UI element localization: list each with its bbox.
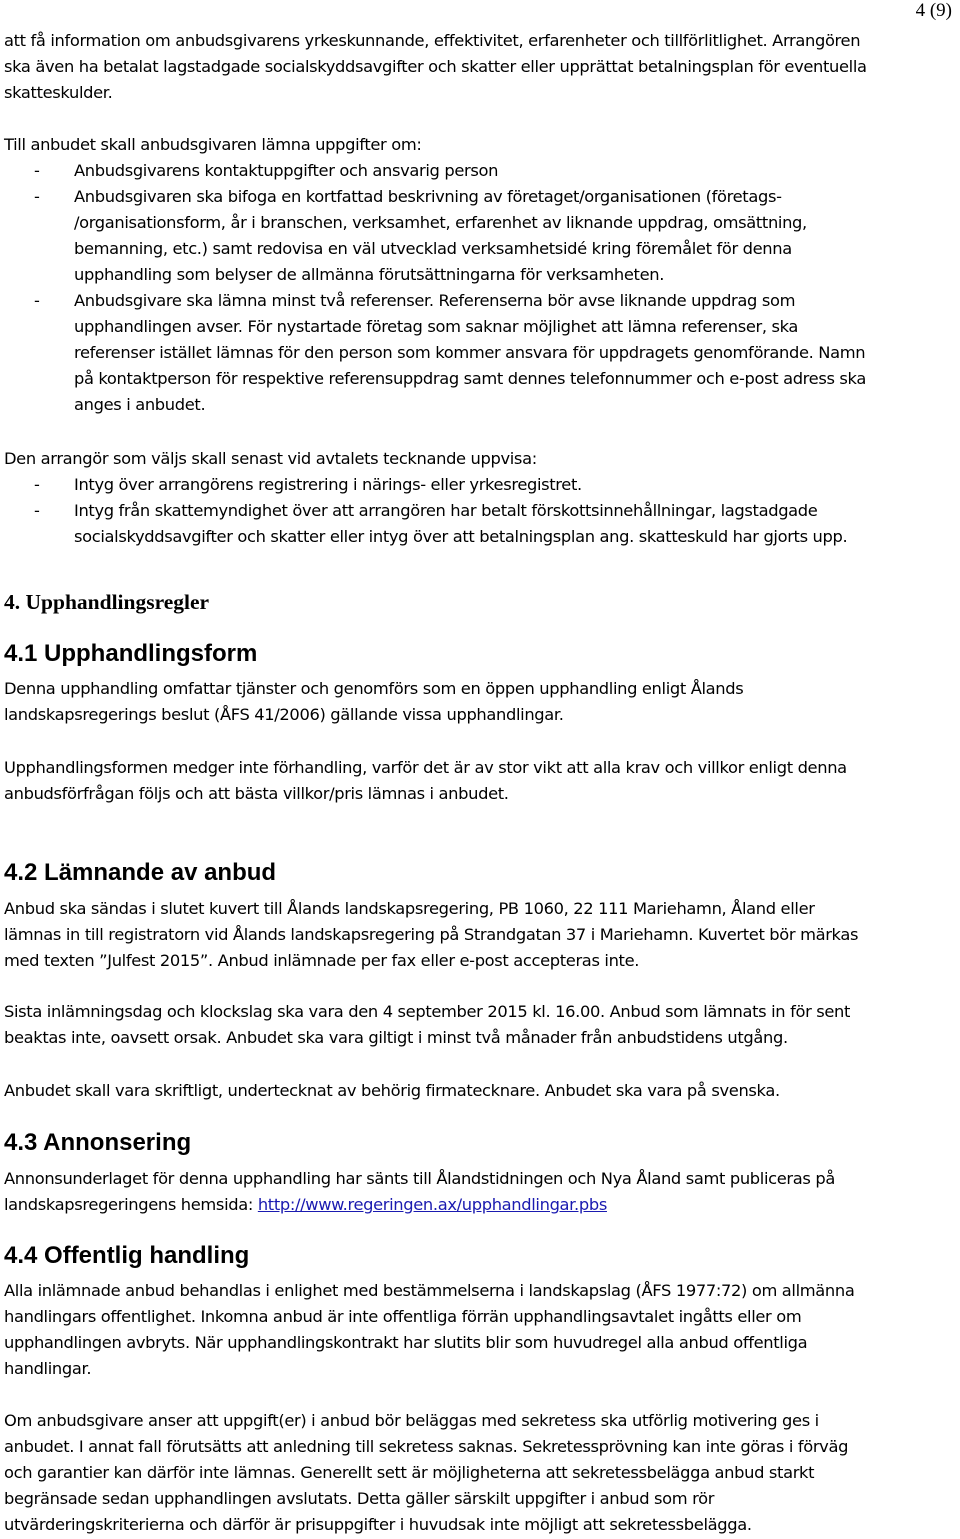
text-line: anbudsförfrågan följs och att bästa villkor/pris lämnas i anbudet. — [4, 784, 509, 803]
text-line: skatteskulder. — [4, 83, 113, 102]
text-line: Om anbudsgivare anser att uppgift(er) i anbud bör beläggas med sekretess ska utförlig motivering ges i — [4, 1411, 819, 1430]
text-line: handlingars offentlighet. Inkomna anbud är inte offentliga förrän upphandlingsavtalet ingåtts eller om — [4, 1307, 802, 1326]
paragraph — [4, 1166, 954, 1218]
paragraph — [4, 1078, 954, 1104]
paragraph — [4, 896, 954, 974]
list-dash: - — [34, 501, 40, 520]
text-line: Anbudsgivare ska lämna minst två referenser. Referenserna bör avse liknande uppdrag som — [74, 291, 796, 310]
text-line: Anbudsgivaren ska bifoga en kortfattad beskrivning av företaget/organisationen (företags- — [74, 187, 782, 206]
text-line: Sista inlämningsdag och klockslag ska vara den 4 september 2015 kl. 16.00. Anbud som lämnats in för sent — [4, 1002, 851, 1021]
list-item — [4, 288, 954, 418]
website-link[interactable]: http://www.regeringen.ax/upphandlingar.pbs — [257, 1195, 607, 1214]
text-line: upphandlingen avbryts. När upphandlingskontrakt har slutits blir som huvudregel alla anbud offentliga — [4, 1333, 808, 1352]
subsection-heading: 4.2 Lämnande av anbud — [4, 859, 277, 886]
text-line: anges i anbudet. — [74, 395, 206, 414]
list-item — [4, 472, 954, 498]
text-line: socialskyddsavgifter och skatter eller intyg över att betalningsplan ang. skatteskuld har gjorts upp. — [74, 527, 848, 546]
text-fragment: landskapsregeringens hemsida: — [4, 1195, 258, 1214]
text-line: på kontaktperson för respektive referensuppdrag samt dennes telefonnummer och e-post adress ska — [74, 369, 866, 388]
text-line: handlingar. — [4, 1359, 92, 1378]
text-line: med texten ”Julfest 2015”. Anbud inlämnade per fax eller e-post accepteras inte. — [4, 951, 640, 970]
section-heading: 4. Upphandlingsregler — [4, 590, 210, 614]
paragraph — [4, 1278, 954, 1382]
list-item — [4, 184, 954, 288]
text-line: bemanning, etc.) samt redovisa en väl utvecklad verksamhetsidé kring föremålet för denna — [74, 239, 792, 258]
selected-arranger-section — [4, 446, 954, 550]
text-line: upphandlingen avser. För nystartade företag som saknar möjlighet att lämna referenser, ska — [74, 317, 799, 336]
paragraph — [4, 676, 954, 728]
requirements-section — [4, 132, 954, 418]
text-line: och garantier kan därför inte lämnas. Generellt sett är möjligheterna att sekretessbelägga anbud starkt — [4, 1463, 815, 1482]
text-line — [4, 1192, 954, 1218]
text-line: Anbud ska sändas i slutet kuvert till Ålands landskapsregering, PB 1060, 22 111 Mariehamn, Åland eller — [4, 899, 815, 918]
text-line: Anbudsgivarens kontaktuppgifter och ansvarig person — [74, 161, 499, 180]
list-item — [4, 498, 954, 550]
text-line: Alla inlämnade anbud behandlas i enlighet med bestämmelserna i landskapslag (ÅFS 1977:72) om allmänna — [4, 1281, 855, 1300]
list-dash: - — [34, 187, 40, 206]
text-line: Intyg över arrangörens registrering i närings- eller yrkesregistret. — [74, 475, 582, 494]
text-line: /organisationsform, år i branschen, verksamhet, erfarenhet av liknande uppdrag, omsättning, — [74, 213, 807, 232]
text-line: referenser istället lämnas för den person som kommer ansvara för uppdragets genomförande. Namn — [74, 343, 866, 362]
subsection-heading: 4.4 Offentlig handling — [4, 1242, 250, 1269]
text-line: att få information om anbudsgivarens yrkeskunnande, effektivitet, erfarenheter och tillförlitlighet. Arrangören — [4, 31, 861, 50]
text-line: begränsade sedan upphandlingen avslutats. Detta gäller särskilt uppgifter i anbud som rör — [4, 1489, 715, 1508]
paragraph — [4, 755, 954, 807]
text-line: utvärderingskriterierna och därför är prisuppgifter i huvudsak inte möjligt att sekretessbelägga. — [4, 1515, 752, 1534]
requirements-lead: Till anbudet skall anbudsgivaren lämna uppgifter om: — [4, 135, 422, 154]
list-item — [4, 158, 954, 184]
text-line: lämnas in till registratorn vid Ålands landskapsregering på Strandgatan 37 i Mariehamn. Kuvertet bör märkas — [4, 925, 859, 944]
text-line: Intyg från skattemyndighet över att arrangören har betalt förskottsinnehållningar, lagstadgade — [74, 501, 818, 520]
list-dash: - — [34, 161, 40, 180]
list-dash: - — [34, 475, 40, 494]
intro-paragraph — [4, 28, 954, 106]
text-line: anbudet. I annat fall förutsätts att anledning till sekretess saknas. Sekretessprövning kan inte göras i förväg — [4, 1437, 849, 1456]
text-line: Annonsunderlaget för denna upphandling har sänts till Ålandstidningen och Nya Åland samt publiceras på — [4, 1169, 835, 1188]
subsection-heading: 4.3 Annonsering — [4, 1129, 192, 1156]
paragraph — [4, 1408, 954, 1538]
text-line: ska även ha betalat lagstadgade socialskyddsavgifter och skatter eller upprättat betalningsplan för eventuella — [4, 57, 867, 76]
subsection-heading: 4.1 Upphandlingsform — [4, 640, 258, 667]
text-line: Denna upphandling omfattar tjänster och genomförs som en öppen upphandling enligt Ålands — [4, 679, 744, 698]
page-number: 4 (9) — [915, 0, 952, 21]
text-line: Upphandlingsformen medger inte förhandling, varför det är av stor vikt att alla krav och villkor enligt denna — [4, 758, 847, 777]
list-dash: - — [34, 291, 40, 310]
paragraph — [4, 999, 954, 1051]
selected-lead: Den arrangör som väljs skall senast vid avtalets tecknande uppvisa: — [4, 449, 537, 468]
text-line: landskapsregerings beslut (ÅFS 41/2006) gällande vissa upphandlingar. — [4, 705, 564, 724]
text-line: upphandling som belyser de allmänna förutsättningarna för verksamheten. — [74, 265, 665, 284]
text-line: Anbudet skall vara skriftligt, undertecknat av behörig firmatecknare. Anbudet ska vara på svenska. — [4, 1081, 780, 1100]
text-line: beaktas inte, oavsett orsak. Anbudet ska vara giltigt i minst två månader från anbudstidens utgång. — [4, 1028, 788, 1047]
